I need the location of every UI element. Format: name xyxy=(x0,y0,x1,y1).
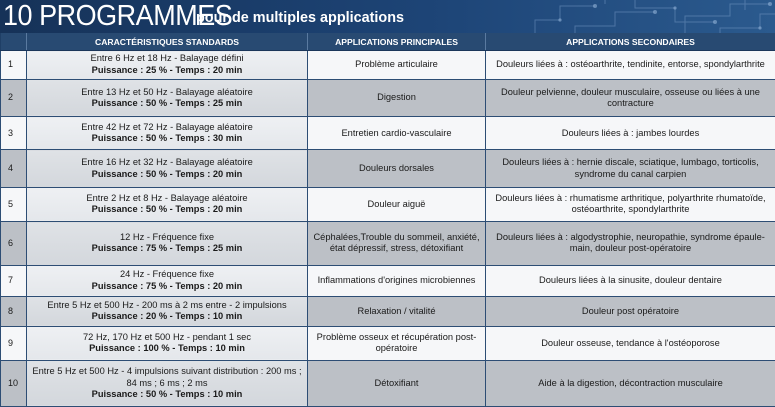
main-application-text: Relaxation / vitalité xyxy=(357,305,436,316)
secondary-application-text: Douleur osseuse, tendance à l'ostéoporose xyxy=(541,337,720,348)
column-header-features: CARACTÉRISTIQUES STANDARDS xyxy=(27,33,308,51)
program-main-application xyxy=(308,222,486,266)
program-features xyxy=(27,222,308,266)
program-main-application xyxy=(308,296,486,326)
program-main-application xyxy=(308,360,486,406)
circuit-decoration xyxy=(515,0,775,33)
main-application-text: Douleurs dorsales xyxy=(359,162,434,173)
program-number: 2 xyxy=(1,79,27,116)
page-title: 10 PROGRAMMES xyxy=(3,0,233,32)
table-row xyxy=(1,51,775,80)
secondary-application-text: Aide à la digestion, décontraction musculaire xyxy=(538,377,723,388)
secondary-application-text: Douleur pelvienne, douleur musculaire, osseuse ou liées à une contracture xyxy=(501,86,760,109)
program-number: 9 xyxy=(1,326,27,360)
program-frequency: Entre 2 Hz et 8 Hz - Balayage aléatoire xyxy=(86,192,248,203)
column-header-number xyxy=(1,33,27,51)
program-main-application xyxy=(308,187,486,221)
main-application-text: Problème articulaire xyxy=(355,59,438,70)
main-application-text: Céphalées,Trouble du sommeil, anxiété, état dépressif, stress, détoxifiant xyxy=(313,231,480,254)
program-frequency: Entre 6 Hz et 18 Hz - Balayage défini xyxy=(90,53,244,64)
program-secondary-application xyxy=(486,265,775,296)
program-main-application xyxy=(308,326,486,360)
program-number: 7 xyxy=(1,265,27,296)
program-secondary-application xyxy=(486,117,775,150)
program-frequency: Entre 5 Hz et 500 Hz - 200 ms à 2 ms entre - 2 impulsions xyxy=(47,299,287,310)
program-power-time: Puissance : 50 % - Temps : 30 min xyxy=(91,133,243,144)
program-secondary-application xyxy=(486,326,775,360)
program-features xyxy=(27,117,308,150)
program-number: 4 xyxy=(1,150,27,187)
secondary-application-text: Douleurs liées à : rhumatisme arthritique, polyarthrite rhumatoïde, ostéoarthrite, spondylarthrite xyxy=(495,192,766,215)
secondary-application-text: Douleurs liées à la sinusite, douleur dentaire xyxy=(539,275,722,286)
program-features xyxy=(27,296,308,326)
program-power-time: Puissance : 50 % - Temps : 20 min xyxy=(91,168,243,179)
program-secondary-application xyxy=(486,79,775,116)
program-features xyxy=(27,265,308,296)
main-application-text: Digestion xyxy=(377,92,416,103)
program-secondary-application xyxy=(486,150,775,187)
table-header-row xyxy=(1,33,775,51)
program-secondary-application xyxy=(486,360,775,406)
program-number: 8 xyxy=(1,296,27,326)
program-main-application xyxy=(308,117,486,150)
table-row xyxy=(1,360,775,406)
main-application-text: Inflammations d'origines microbiennes xyxy=(317,275,476,286)
program-power-time: Puissance : 75 % - Temps : 20 min xyxy=(91,280,243,291)
program-frequency: Entre 13 Hz et 50 Hz - Balayage aléatoire xyxy=(81,86,253,97)
program-features xyxy=(27,79,308,116)
main-application-text: Détoxifiant xyxy=(374,377,419,388)
program-features xyxy=(27,150,308,187)
program-frequency: 12 Hz - Fréquence fixe xyxy=(119,231,215,242)
page-subtitle: pour de multiples applications xyxy=(196,9,405,26)
program-power-time: Puissance : 50 % - Temps : 20 min xyxy=(91,204,243,215)
secondary-application-text: Douleur post opératoire xyxy=(581,305,680,316)
table-row xyxy=(1,222,775,266)
column-header-main-applications: APPLICATIONS PRINCIPALES xyxy=(308,33,486,51)
program-number: 1 xyxy=(1,51,27,80)
program-number: 5 xyxy=(1,187,27,221)
program-features xyxy=(27,360,308,406)
table-row xyxy=(1,79,775,116)
program-main-application xyxy=(308,79,486,116)
column-header-secondary-applications: APPLICATIONS SECONDAIRES xyxy=(486,33,775,51)
program-power-time: Puissance : 50 % - Temps : 10 min xyxy=(91,389,243,400)
program-frequency: Entre 16 Hz et 32 Hz - Balayage aléatoire xyxy=(81,157,253,168)
program-features xyxy=(27,326,308,360)
program-power-time: Puissance : 75 % - Temps : 25 min xyxy=(91,243,243,254)
program-secondary-application xyxy=(486,296,775,326)
program-secondary-application xyxy=(486,222,775,266)
program-main-application xyxy=(308,265,486,296)
program-number: 6 xyxy=(1,222,27,266)
table-row xyxy=(1,326,775,360)
main-application-text: Problème osseux et récupération post-opératoire xyxy=(316,331,477,354)
header-banner xyxy=(0,0,775,33)
program-frequency: Entre 42 Hz et 72 Hz - Balayage aléatoire xyxy=(81,121,253,132)
main-application-text: Entretien cardio-vasculaire xyxy=(341,127,452,138)
program-main-application xyxy=(308,51,486,80)
secondary-application-text: Douleurs liées à : hernie discale, sciatique, lumbago, torticolis, syndrome du canal carpien xyxy=(502,157,759,179)
secondary-application-text: Douleurs liées à : jambes lourdes xyxy=(561,127,700,138)
program-power-time: Puissance : 25 % - Temps : 20 min xyxy=(91,64,243,75)
program-secondary-application xyxy=(486,51,775,80)
table-row xyxy=(1,296,775,326)
secondary-application-text: Douleurs liées à : algodystrophie, neuropathie, syndrome épaule-main, douleur post-opératoire xyxy=(496,231,765,254)
program-frequency: 72 Hz, 170 Hz et 500 Hz - pendant 1 sec xyxy=(83,331,251,342)
program-frequency: 24 Hz - Fréquence fixe xyxy=(119,269,215,280)
program-number: 3 xyxy=(1,117,27,150)
main-application-text: Douleur aiguë xyxy=(367,198,426,209)
secondary-application-text: Douleurs liées à : ostéoarthrite, tendinite, entorse, spondylarthrite xyxy=(496,59,765,70)
table-row xyxy=(1,117,775,150)
program-main-application xyxy=(308,150,486,187)
program-features xyxy=(27,187,308,221)
program-power-time: Puissance : 20 % - Temps : 10 min xyxy=(91,311,243,322)
program-features xyxy=(27,51,308,80)
table-row xyxy=(1,150,775,187)
table-row xyxy=(1,187,775,221)
table-row xyxy=(1,265,775,296)
programs-table xyxy=(0,33,775,407)
program-frequency: Entre 5 Hz et 500 Hz - 4 impulsions suivant distribution : 200 ms ; 84 ms ; 6 ms ; 2 ms xyxy=(32,366,302,388)
program-power-time: Puissance : 100 % - Temps : 10 min xyxy=(89,343,245,354)
program-secondary-application xyxy=(486,187,775,221)
program-power-time: Puissance : 50 % - Temps : 25 min xyxy=(91,98,243,109)
program-number: 10 xyxy=(1,360,27,406)
